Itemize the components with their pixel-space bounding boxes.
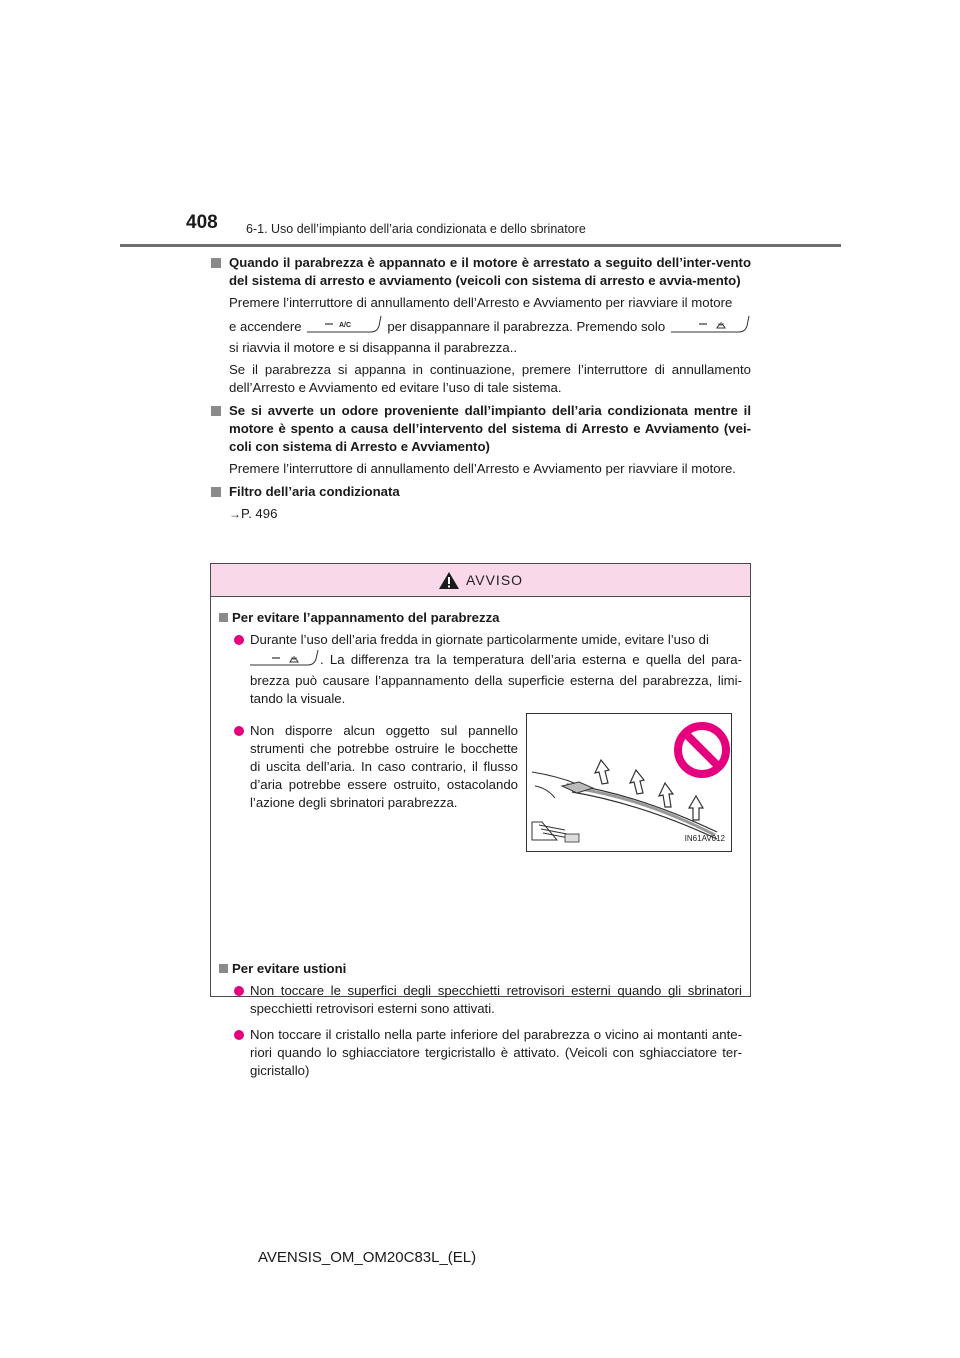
page-number: 408 [186, 212, 218, 233]
section-title: Filtro dell’aria condizionata [229, 484, 400, 499]
bullet-text: Non toccare il cristallo nella parte inferiore del parabrezza o vicino ai montanti ante-riori quando lo sghiacciatore tergicristallo è attivato. (Veicoli con sghiacciatore ter-gicristallo) [250, 1027, 742, 1078]
paragraph-text: per disappannare il parabrezza. Premendo solo [387, 318, 666, 334]
bullet-text: Durante l’uso dell’aria fredda in giornate particolarmente umide, evitare l’uso di [250, 632, 709, 647]
windshield-defroster-icon [250, 649, 320, 672]
bullet-text: . La differenza tra la temperatura dell’aria esterna e quella del para-brezza può causare l’appannamento della superficie esterna del parabrezza, limi-tando la visuale. [250, 651, 742, 706]
page-reference-text: P. 496 [241, 506, 278, 521]
section-fogged-windshield [210, 254, 751, 397]
paragraph: si riavvia il motore e si disappanna il parabrezza.. [229, 340, 518, 355]
paragraph-text: e accendere [229, 318, 302, 334]
paragraph: Premere l’interruttore di annullamento dell’Arresto e Avviamento per riavviare il motore [229, 295, 733, 310]
warning-bullet [219, 1026, 742, 1080]
section-odor [210, 402, 751, 478]
arrow-right-icon: → [229, 507, 241, 521]
ac-label: A/C [339, 322, 352, 329]
prohibition-icon [678, 726, 726, 774]
paragraph: Se il parabrezza si appanna in continuazione, premere l’interruttore di annullamento dell’Arresto e Avviamento ed evitare l’uso di tale sistema. [229, 362, 751, 395]
section-marker-icon [219, 964, 228, 973]
section-marker-icon [211, 487, 221, 497]
section-marker-icon [211, 406, 221, 416]
warning-section-fogging [219, 609, 742, 627]
header-rule [120, 244, 841, 247]
warning-section-burns [219, 960, 742, 978]
document-code: AVENSIS_OM_OM20C83L_(EL) [258, 1249, 477, 1266]
bullet-dot-icon [234, 635, 244, 645]
section-ac-filter [210, 483, 751, 523]
bullet-dot-icon [234, 726, 244, 736]
warning-header [211, 564, 750, 597]
section-marker-icon [219, 613, 228, 622]
section-title: Se si avverte un odore proveniente dall’impianto dell’aria condizionata mentre il motore è spento a causa dell’intervento del sistema di Arresto e Avviamento (vei-coli con sistema di Arresto e Avviamento) [229, 403, 751, 454]
warning-bullet [219, 982, 742, 1018]
bullet-dot-icon [234, 1030, 244, 1040]
warning-section-title: Per evitare l’appannamento del parabrezza [232, 610, 500, 625]
warning-bullet [219, 631, 742, 708]
figure-code: IN61AV012 [684, 834, 725, 843]
page-reference[interactable] [229, 505, 751, 523]
section-marker-icon [211, 258, 221, 268]
dashboard-vent-illustration [526, 713, 732, 852]
warning-label: AVVISO [465, 572, 524, 588]
ac-button-illustration [305, 314, 383, 339]
warning-bullet [219, 722, 518, 812]
windshield-defroster-icon [669, 314, 751, 339]
chapter-title: 6-1. Uso dell’impianto dell’aria condizionata e dello sbrinatore [246, 222, 586, 236]
warning-triangle-icon [438, 571, 460, 590]
paragraph-with-buttons [229, 314, 751, 339]
bullet-text: Non disporre alcun oggetto sul pannello strumenti che potrebbe ostruire le bocchette di uscita dell’aria. In caso contrario, il flusso d’aria potrebbe essere ostruito, ostacolando l’azione degli sbrinatori parabrezza. [250, 723, 518, 810]
bullet-text: Non toccare le superfici degli specchietti retrovisori esterni quando gli sbrinatori specchietti retrovisori esterni sono attivati. [250, 983, 742, 1016]
main-content [210, 254, 751, 528]
paragraph: Premere l’interruttore di annullamento dell’Arresto e Avviamento per riavviare il motore. [229, 461, 736, 476]
warning-box [210, 563, 751, 1078]
section-title: Quando il parabrezza è appannato e il motore è arrestato a seguito dell’inter-vento del sistema di arresto e avviamento (veicoli con sistema di arresto e avvia-mento) [229, 255, 751, 288]
warning-section-title: Per evitare ustioni [232, 961, 347, 976]
bullet-dot-icon [234, 986, 244, 996]
